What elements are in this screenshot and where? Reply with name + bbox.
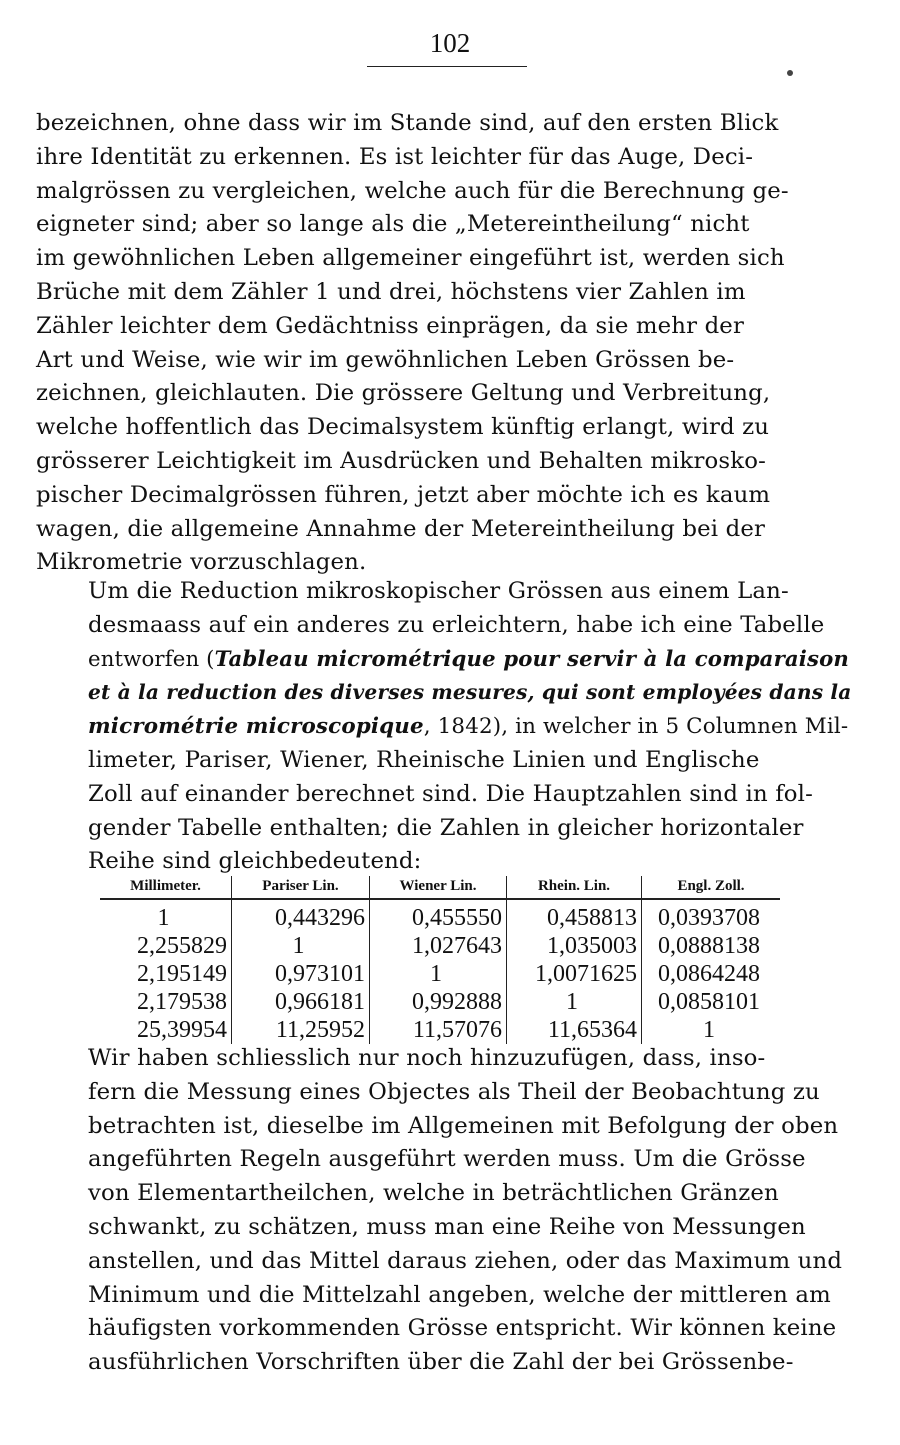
text-line (36, 643, 849, 677)
text-line: Brüche mit dem Zähler 1 und drei, höchstens vier Zahlen im (36, 278, 746, 305)
text-line: eigneter sind; aber so lange als die „Metereintheilung“ nicht (36, 211, 750, 238)
text-line: bezeichnen, ohne dass wir im Stande sind, auf den ersten Blick (36, 110, 779, 136)
text-line: angeführten Regeln ausgeführt werden muss. Um die Grösse (88, 1146, 806, 1173)
text-line: Wir haben schliesslich nur noch hinzuzufügen, dass, inso- (88, 1045, 766, 1071)
text-segment: , 1842), in welcher in 5 Columnen Mil- (423, 714, 849, 740)
table-cell: 0,458813 (507, 899, 642, 932)
table-cell: 2,179538 (137, 989, 227, 1015)
table-row (100, 960, 780, 988)
table-cell: 0,443296 (232, 899, 370, 932)
table-cell: 1 (642, 1016, 781, 1044)
column-header-pariser: Pariser Lin. (232, 876, 370, 899)
table-cell: 1 (507, 988, 642, 1016)
text-line: Minimum und die Mittelzahl angeben, welche der mittleren am (88, 1281, 831, 1308)
ink-speck (787, 70, 793, 76)
column-header-rhein: Rhein. Lin. (507, 876, 642, 899)
header-rule (367, 66, 527, 67)
table-cell: 1,0071625 (507, 960, 642, 988)
text-line: pischer Decimalgrössen führen, jetzt aber möchte ich es kaum (36, 481, 771, 508)
table-cell: 2,255829 (137, 933, 227, 959)
table-cell: 0,455550 (370, 899, 507, 932)
text-line: betrachten ist, dieselbe im Allgemeinen mit Befolgung der oben (88, 1112, 839, 1139)
table-cell: 11,65364 (507, 1016, 642, 1044)
text-line: schwankt, zu schätzen, muss man eine Reihe von Messungen (88, 1213, 806, 1240)
table-row (100, 932, 780, 960)
paragraph-measurement (36, 1042, 849, 1380)
table-cell: 1 (157, 905, 170, 931)
text-line: Zähler leichter dem Gedächtniss einprägen, da sie mehr der (36, 312, 745, 339)
text-line: desmaass auf ein anderes zu erleichtern, habe ich eine Tabelle (88, 611, 825, 638)
table-row (100, 1016, 780, 1044)
text-line: Um die Reduction mikroskopischer Grössen aus einem Lan- (88, 578, 789, 604)
column-header-wiener: Wiener Lin. (370, 876, 507, 899)
text-line: im gewöhnlichen Leben allgemeiner eingeführt ist, werden sich (36, 245, 785, 272)
text-line: zeichnen, gleichlauten. Die grössere Geltung und Verbreitung, (36, 380, 771, 407)
book-title-italic: et à la reduction des diverses mesures, qui sont employées dans la (88, 680, 852, 705)
text-line (36, 710, 849, 744)
table-cell: 0,0864248 (642, 960, 781, 988)
table-row (100, 988, 780, 1016)
text-line: anstellen, und das Mittel daraus ziehen, oder das Maximum und (88, 1247, 843, 1274)
text-line: ihre Identität zu erkennen. Es ist leichter für das Auge, Deci- (36, 143, 754, 170)
table-cell: 0,0858101 (642, 988, 781, 1016)
table-row (100, 899, 780, 932)
table-header-row (100, 876, 780, 899)
paragraph-reduction-table (36, 575, 852, 879)
text-line: gender Tabelle enthalten; die Zahlen in gleicher horizontaler (88, 814, 804, 841)
text-line: limeter, Pariser, Wiener, Rheinische Linien und Englische (88, 746, 760, 773)
conversion-table (100, 876, 780, 1044)
text-line: fern die Messung eines Objectes als Theil der Beobachtung zu (88, 1078, 820, 1105)
text-line: von Elementartheilchen, welche in beträchtlichen Gränzen (88, 1180, 779, 1207)
table-cell: 11,25952 (232, 1016, 370, 1044)
table-cell: 1,027643 (370, 932, 507, 960)
column-header-engl-zoll: Engl. Zoll. (642, 876, 781, 899)
text-line: Mikrometrie vorzuschlagen. (36, 549, 367, 576)
table-cell: 0,992888 (370, 988, 507, 1016)
table-cell: 11,57076 (370, 1016, 507, 1044)
table-cell: 0,0888138 (642, 932, 781, 960)
table-cell: 0,0393708 (642, 899, 781, 932)
text-line: malgrössen zu vergleichen, welche auch für die Berechnung ge- (36, 177, 789, 204)
page-number: 102 (429, 28, 471, 58)
table-cell: 25,39954 (137, 1017, 227, 1043)
table-cell: 0,966181 (232, 988, 370, 1016)
text-line: ausführlichen Vorschriften über die Zahl der bei Grössenbe- (88, 1349, 794, 1376)
book-title-italic: Tableau micrométrique pour servir à la comparaison (214, 646, 849, 672)
text-line: häufigsten vorkommenden Grösse entspricht. Wir können keine (88, 1315, 837, 1342)
text-line: Reihe sind gleichbedeutend: (88, 848, 422, 875)
table-cell: 0,973101 (232, 960, 370, 988)
text-line: Zoll auf einander berechnet sind. Die Hauptzahlen sind in fol- (88, 780, 813, 807)
text-line: Art und Weise, wie wir im gewöhnlichen Leben Grössen be- (36, 346, 735, 373)
column-header-millimeter: Millimeter. (100, 876, 232, 899)
text-line: grösserer Leichtigkeit im Ausdrücken und Behalten mikrosko- (36, 447, 766, 474)
text-line: wagen, die allgemeine Annahme der Metereintheilung bei der (36, 515, 766, 542)
paragraph-decimal-sizes (36, 107, 849, 580)
text-segment: entworfen ( (88, 646, 215, 672)
table-cell: 1 (370, 960, 507, 988)
text-line: welche hoffentlich das Decimalsystem künftig erlangt, wird zu (36, 414, 770, 441)
table-cell: 1,035003 (507, 932, 642, 960)
table-cell: 1 (232, 932, 370, 960)
table-cell: 2,195149 (137, 961, 227, 987)
book-title-italic: micrométrie microscopique (88, 714, 424, 740)
